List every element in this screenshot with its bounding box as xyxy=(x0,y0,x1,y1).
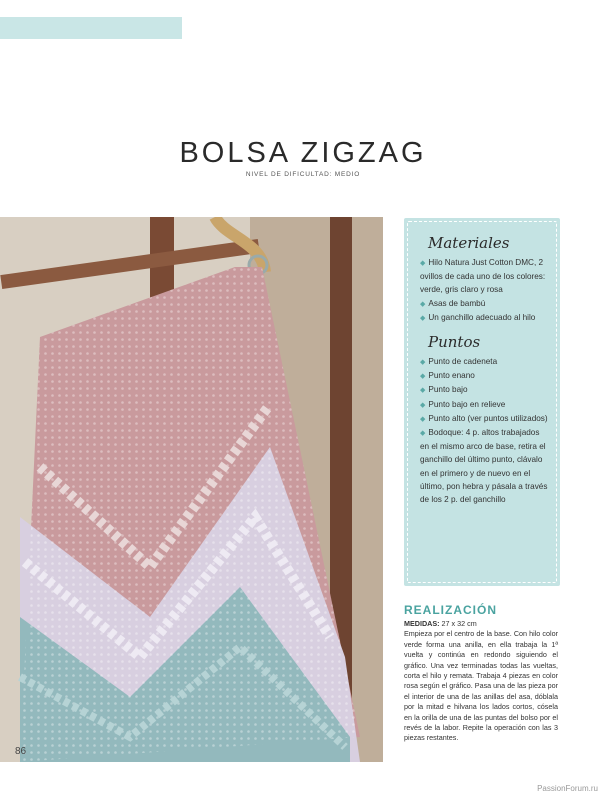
page-number: 86 xyxy=(15,746,27,757)
diamond-bullet-icon: ◆ xyxy=(420,387,426,395)
page-title: BOLSA ZIGZAG xyxy=(179,137,427,169)
materials-heading: Materiales xyxy=(428,234,510,252)
list-item: ◆ Asas de bambú xyxy=(420,298,486,308)
difficulty-level: NIVEL DE DIFICULTAD: MEDIO xyxy=(245,171,361,178)
diamond-bullet-icon: ◆ xyxy=(420,373,426,381)
list-item: ◆ Hilo Natura Just Cotton DMC, 2 ovillos de cada uno de los colores: verde, gris claro y rosa xyxy=(420,258,546,295)
header-color-tab xyxy=(0,17,182,39)
measures-value: 27 x 32 cm xyxy=(441,619,477,628)
list-item: ◆ Punto bajo en relieve xyxy=(420,399,506,409)
materials-box xyxy=(404,218,560,586)
crochet-bag-photo xyxy=(0,217,383,762)
list-item: ◆ Punto de cadeneta xyxy=(420,357,498,367)
diamond-bullet-icon: ◆ xyxy=(420,430,426,438)
list-item: ◆ Punto enano xyxy=(420,371,475,381)
diamond-bullet-icon: ◆ xyxy=(420,359,426,367)
materials-list xyxy=(420,256,550,325)
stitches-heading: Puntos xyxy=(428,333,481,352)
measures-label: MEDIDAS: xyxy=(404,619,440,628)
diamond-bullet-icon: ◆ xyxy=(420,314,426,322)
diamond-bullet-icon: ◆ xyxy=(420,415,426,423)
realizacion-title: REALIZACIÓN xyxy=(404,603,497,617)
list-item: ◆ Bodoque: 4 p. altos trabajados en el mismo arco de base, retira el ganchillo del último punto, clávalo en el primero y de nuevo en el último, pon hebra y pásala a través de los 2 p. del ganchillo xyxy=(420,428,548,505)
diamond-bullet-icon: ◆ xyxy=(420,300,426,308)
watermark: PassionForum.ru xyxy=(537,784,598,793)
list-item: ◆ Punto bajo xyxy=(420,385,468,395)
list-item: ◆ Un ganchillo adecuado al hilo xyxy=(420,312,536,322)
stitches-list xyxy=(420,355,550,506)
realizacion-text xyxy=(404,619,558,744)
list-item: ◆ Punto alto (ver puntos utilizados) xyxy=(420,413,548,423)
diamond-bullet-icon: ◆ xyxy=(420,260,426,267)
diamond-bullet-icon: ◆ xyxy=(420,401,426,409)
instructions-text: Empieza por el centro de la base. Con hilo color verde forma una anilla, en ella trabaja la 1ª vuelta y continúa en redondo siguiendo el gráfico. Una vez terminadas todas las vueltas, corta el hilo y remata. Trabaja 4 piezas en color rosa según el gráfico. Pasa una de las pieza por el interior de una de las anillas del asa, dóblala por la mitad e hilvana los lados cortos, cósela en la orilla de una de las puntas del bolso por el revés de la labor. Repite la operación con las 3 piezas restantes. xyxy=(404,629,558,743)
